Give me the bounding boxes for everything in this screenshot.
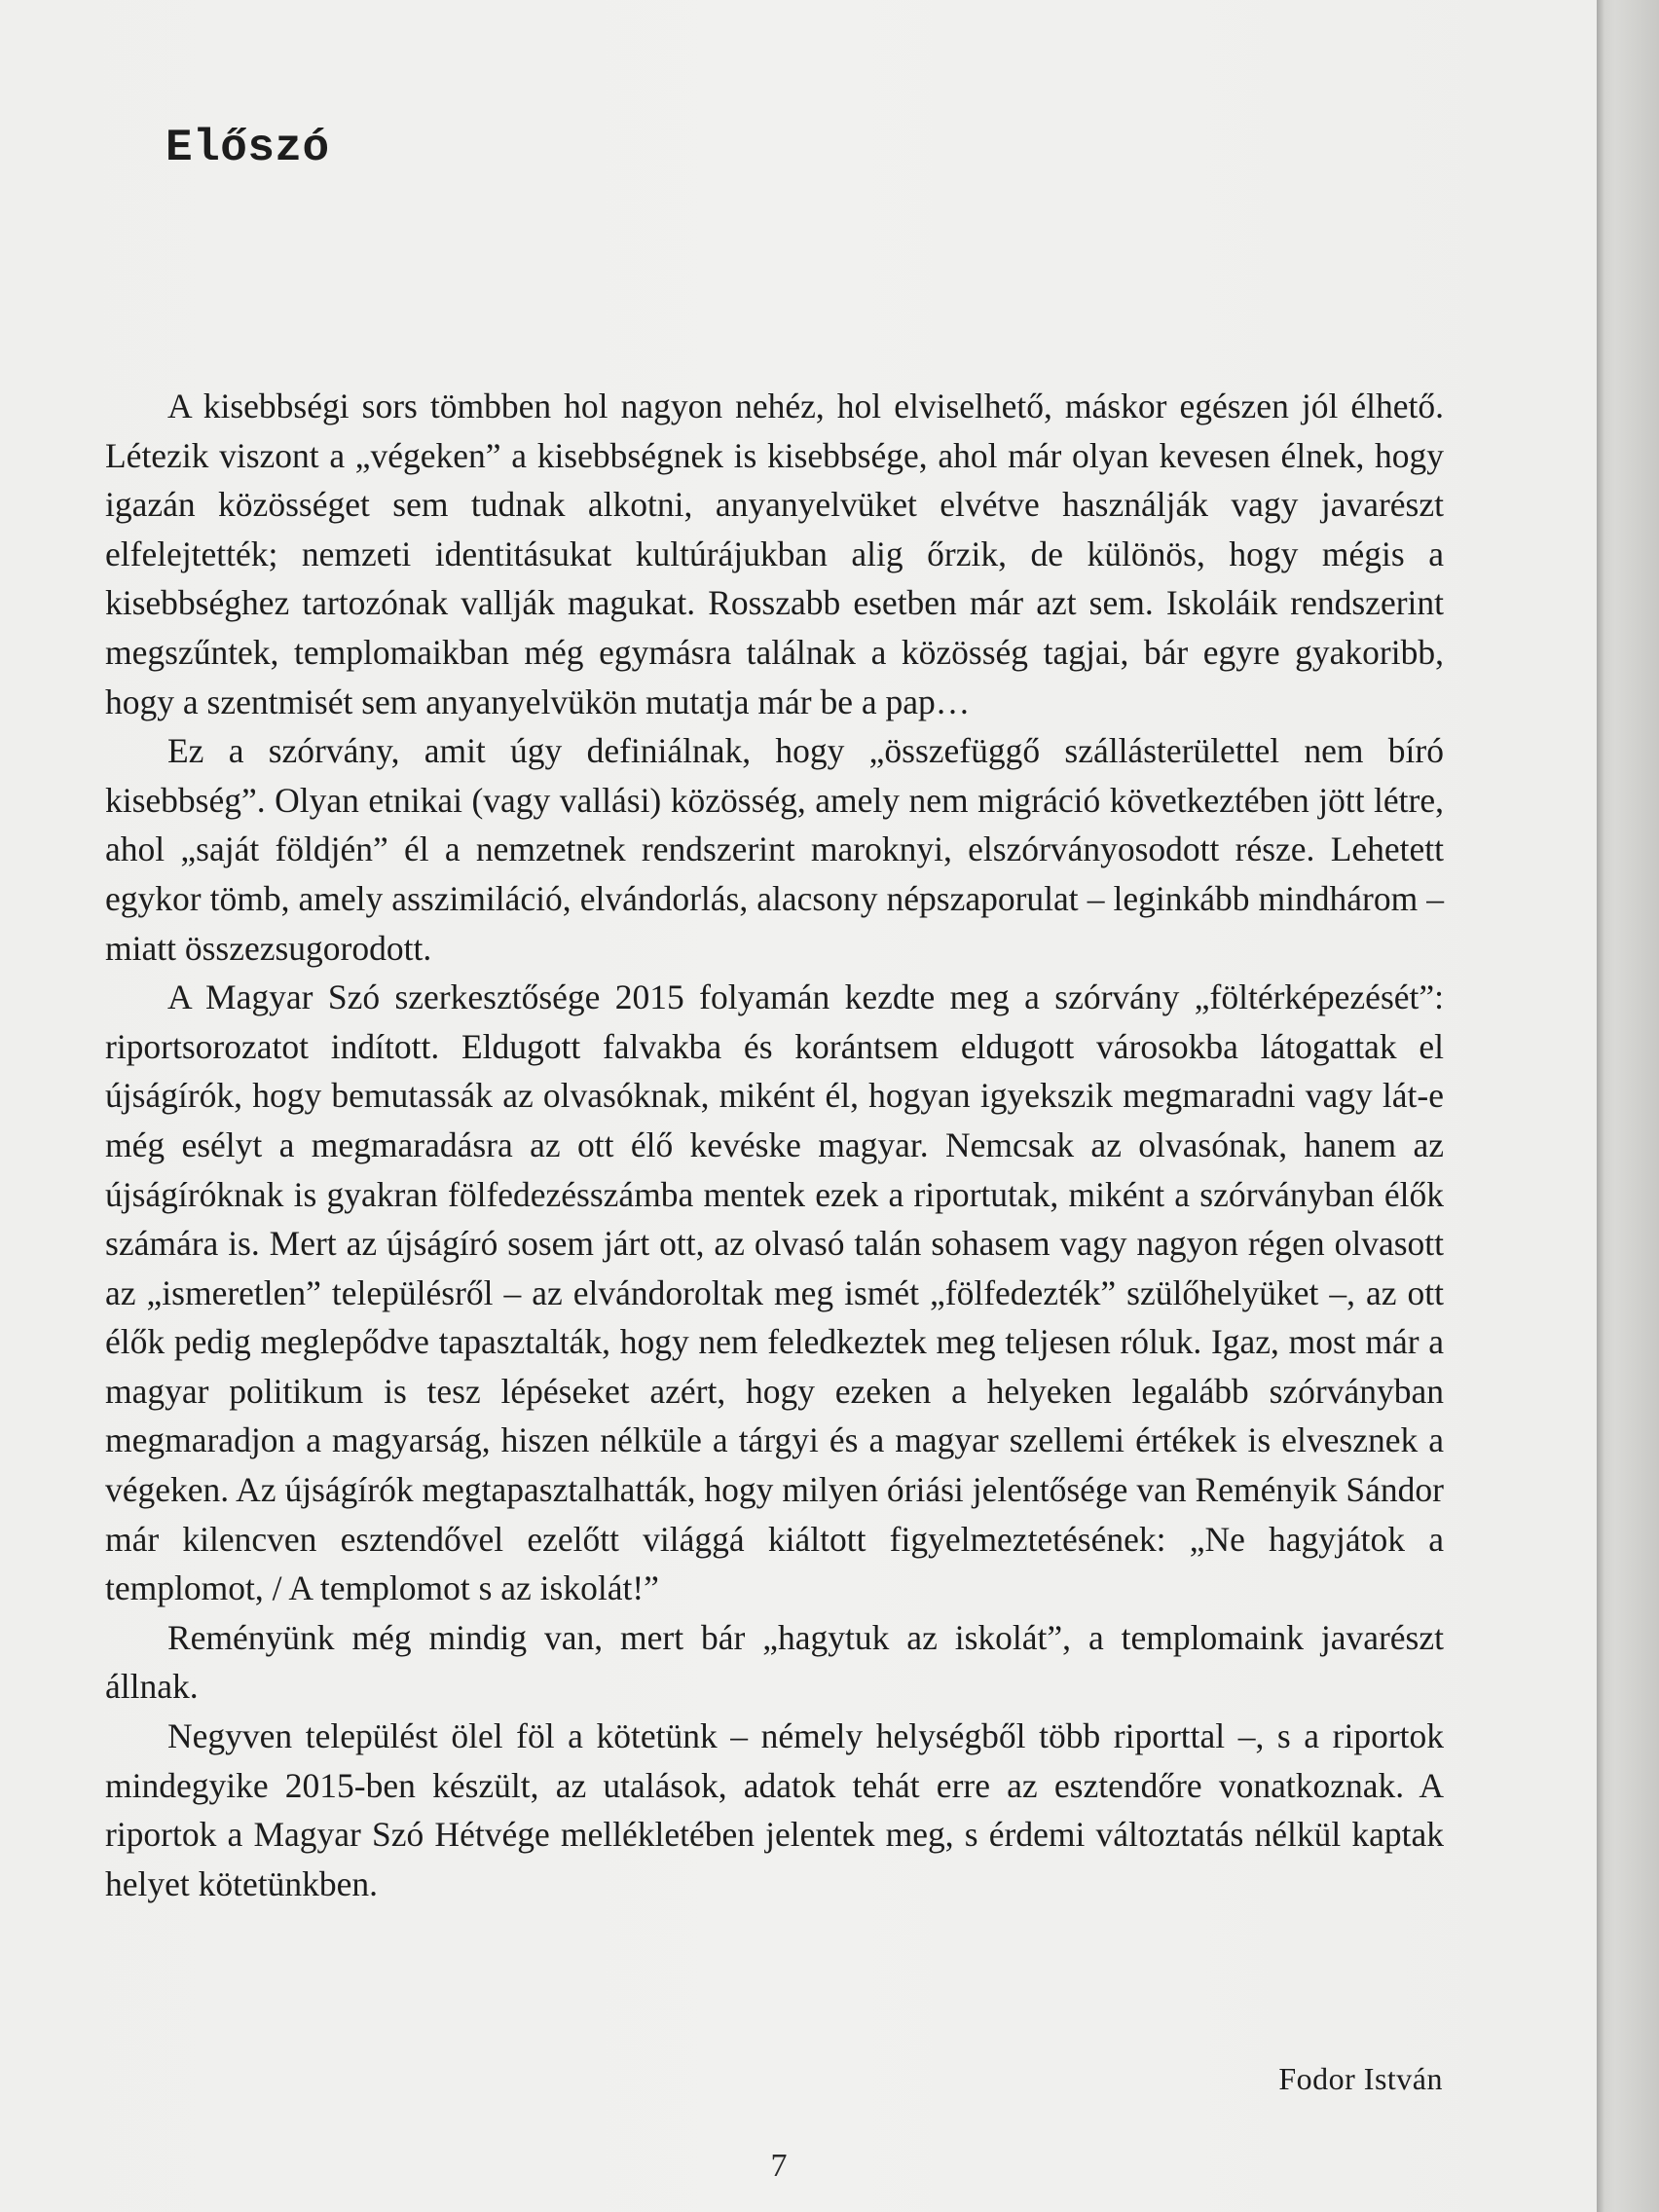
paragraph: Ez a szórvány, amit úgy definiálnak, hogy „összefüggő szállásterülettel nem bíró kisebbség”. Olyan etnikai (vagy vallási) közösség, amely nem migráció következtében jött létre, ahol „saját földjén” él a nemzetnek rendszerint maroknyi, elszórványosodott része. Lehetett egykor tömb, amely asszimiláció, elvándorlás, alacsony népszaporulat – leginkább mindhárom – miatt összezsugorodott. (105, 731, 1444, 968)
paragraph: A Magyar Szó szerkesztősége 2015 folyamán kezdte meg a szórvány „föltérképezését”: riportsorozatot indított. Eldugott falvakba és korántsem eldugott városokba látogattak el újságírók, hogy bemutassák az olvasóknak, miként él, hogyan igyekszik megmaradni vagy lát-e még esélyt a megmaradásra az ott élő kevéske magyar. Nemcsak az olvasónak, hanem az újságíróknak is gyakran fölfedezésszámba mentek ezek a riportutak, miként a szórványban élők számára is. Mert az újságíró sosem járt ott, az olvasó talán sohasem vagy nagyon régen olvasott az „ismeretlen” településről – az elvándoroltak meg ismét „fölfedezték” szülőhelyüket –, az ott élők pedig meglepődve tapasztalták, hogy nem feledkeztek meg teljesen róluk. Igaz, most már a magyar politikum is tesz lépéseket azért, hogy ezeken a helyeken legalább szórványban megmaradjon a magyarság, hiszen nélküle a tárgyi és a magyar szellemi értékek is elvesznek a végeken. Az újságírók megtapasztalhatták, hogy milyen óriási jelentősége van Reményik Sándor már kilencven esztendővel ezelőtt világgá kiáltott figyelmeztetésének: „Ne hagyjátok a templomot, / A templomot s az iskolát!” (105, 977, 1444, 1608)
paragraph: Negyven települést ölel föl a kötetünk – némely helységből több riporttal –, s a riportok mindegyike 2015-ben készült, az utalások, adatok tehát erre az esztendőre vonatkoznak. A riportok a Magyar Szó Hétvége mellékletében jelentek meg, s érdemi változtatás nélkül kaptak helyet kötetünkben. (105, 1716, 1444, 1903)
author-signature: Fodor István (1278, 2061, 1443, 2096)
page-edge-shadow (1597, 0, 1659, 2212)
paragraph: Reményünk még mindig van, mert bár „hagytuk az iskolát”, a templomaink javarészt állnak. (105, 1617, 1444, 1707)
page-title: Előszó (166, 123, 330, 173)
page-number: 7 (770, 2148, 788, 2184)
paragraph: A kisebbségi sors tömbben hol nagyon nehéz, hol elviselhető, máskor egészen jól élhető. Létezik viszont a „végeken” a kisebbségnek is kisebbsége, ahol már olyan kevesen élnek, hogy igazán közösséget sem tudnak alkotni, anyanyelvüket elvétve használják vagy javarészt elfelejtették; nemzeti identitásukat kultúrájukban alig őrzik, de különös, hogy mégis a kisebbséghez tartozónak vallják magukat. Rosszabb esetben már azt sem. Iskoláik rendszerint megszűntek, templomaikban még egymásra találnak a közösség tagjai, bár egyre gyakoribb, hogy a szentmisét sem anyanyelvükön mutatja már be a pap… (105, 387, 1444, 721)
body-text (105, 382, 1444, 1908)
